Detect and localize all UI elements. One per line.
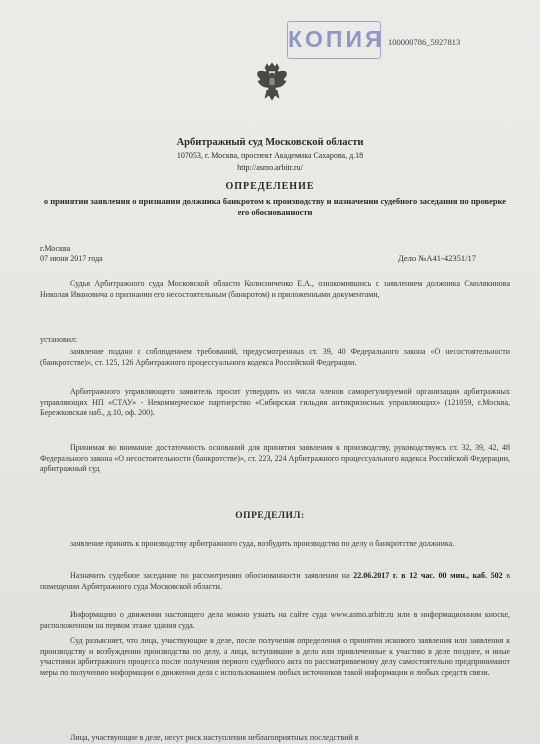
risk-paragraph: Лица, участвующие в деле, несут риск наступления неблагоприятных последствий в: [70, 733, 359, 742]
hearing-text-b: в помещении Арбитражного суда Московской области.: [40, 571, 511, 591]
filed-paragraph: заявление подано с соблюдением требований, предусмотренных ст. 39, 40 Федерального закона «О несостоятельности (банкротстве)», ст. 125, 126 Арбитражного процессуального кодекса Российской Федерации.: [40, 347, 510, 367]
court-address: 107053, г. Москва, проспект Академика Сахарова, д.18: [176, 151, 364, 160]
court-name: Арбитражный суд Московской области: [176, 137, 364, 148]
city-date: [40, 244, 103, 264]
copy-stamp: КОПИЯ: [287, 21, 381, 59]
coat-of-arms-icon: [255, 62, 289, 102]
grounds-paragraph: Принимая во внимание достаточность оснований для принятия заявления к производству, руководствуясь ст. 32, 39, 42, 48 Федерального закона «О несостоятельности (банкротстве)», ст. 223, 224 Арбитражного процессуального кодекса Российской Федерации, арбитражный суд: [40, 443, 510, 474]
intro-paragraph: Судья Арбитражного суда Московской области Колисниченко Е.А., ознакомившись с заявлением должника Смолякинова Николая Ивановича о признании его несостоятельным (банкротом) и приложенными документами,: [40, 279, 510, 299]
manager-paragraph: Арбитражного управляющего заявитель просит утвердить из числа членов саморегулируемой организации арбитражных управляющих НП «СТАУ» - Некоммерческое партнерство «Сибирская гильдия антикризисных управляющих» (121059, г.Москва, Бережковская наб., д.10, оф. 200).: [40, 387, 510, 418]
established-label: установил:: [40, 335, 78, 344]
hearing-datetime: 22.06.2017 г. в 12 час. 00 мин., каб. 502: [353, 571, 503, 580]
date: 07 июня 2017 года: [40, 254, 103, 263]
city: г.Москва: [40, 244, 71, 253]
document-title: ОПРЕДЕЛЕНИЕ: [225, 181, 315, 192]
info-paragraph: Информацию о движении настоящего дела можно узнать на сайте суда www.asmo.arbitr.ru или в информационном киоске, расположенном на первом этаже здания суда.: [40, 610, 510, 630]
document-subject: о принятии заявления о признании должника банкротом к производству и назначении судебного заседания по проверке его обоснованности: [43, 196, 507, 217]
decided-heading: ОПРЕДЕЛИЛ:: [235, 511, 305, 521]
accept-paragraph: заявление принять к производству арбитражного суда, возбудить производство по делу о банкротстве должника.: [70, 539, 455, 548]
explain-paragraph: Суд разъясняет, что лица, участвующие в деле, после получения определения о принятии искового заявления или заявления к производству и возбуждении производства по делу, а лица, вступившие в дело или привлеченные к участию в деле позднее, и иные участники арбитражного процесса после получения первого судебного акта по рассматриваемому делу самостоятельно предпринимают меры по получению информации о движении дела с использованием любых источников такой информации и любых средств связи.: [40, 636, 510, 677]
hearing-text-a: Назначить судебное заседание по рассмотрению обоснованности заявления на: [70, 571, 350, 580]
court-website: http://asmo.arbitr.ru/: [237, 163, 303, 172]
document-number: 100000786_5927813: [388, 37, 461, 47]
hearing-paragraph: [40, 571, 510, 592]
case-number: Дело №А41-42351/17: [398, 253, 476, 263]
